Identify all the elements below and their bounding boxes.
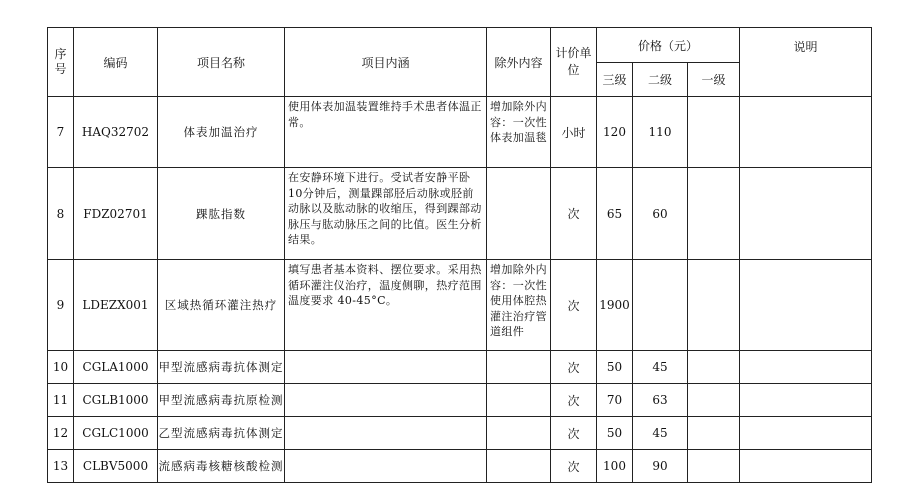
header-unit: 计价单位: [551, 28, 597, 97]
cell-unit: 小时: [551, 97, 597, 168]
cell-content: 在安静环境下进行。受试者安静平卧10分钟后，测量踝部胫后动脉或胫前动脉以及肱动脉的收缩压，得到踝部动脉压与肱动脉压之间的比值。医生分析结果。: [285, 168, 487, 260]
cell-seq: 10: [48, 351, 74, 384]
cell-name: 体表加温治疗: [158, 97, 285, 168]
cell-code: FDZ02701: [74, 168, 158, 260]
header-level1: 一级: [688, 63, 740, 97]
cell-level2: 45: [633, 417, 688, 450]
cell-level1: [688, 351, 740, 384]
cell-level2: 90: [633, 450, 688, 483]
cell-excluded: 增加除外内容：一次性体表加温毯: [487, 97, 551, 168]
cell-note: [740, 260, 872, 351]
header-level2: 二级: [633, 63, 688, 97]
table-row: [48, 351, 872, 384]
cell-note: [740, 351, 872, 384]
cell-level2: 45: [633, 351, 688, 384]
header-price-group: 价格（元）: [597, 28, 740, 63]
cell-level1: [688, 260, 740, 351]
cell-content: [285, 351, 487, 384]
cell-name: 甲型流感病毒抗体测定: [158, 351, 285, 384]
cell-note: [740, 97, 872, 168]
cell-level3: 70: [597, 384, 633, 417]
cell-code: CLBV5000: [74, 450, 158, 483]
cell-excluded: [487, 450, 551, 483]
cell-level1: [688, 168, 740, 260]
table-row: [48, 417, 872, 450]
price-table: [47, 27, 872, 483]
cell-seq: 9: [48, 260, 74, 351]
header-level3: 三级: [597, 63, 633, 97]
cell-content: 填写患者基本资料、摆位要求。采用热循环灌注仪治疗，温度侧聊，热疗范围温度要求 40-45°C。: [285, 260, 487, 351]
cell-unit: 次: [551, 384, 597, 417]
cell-level3: 50: [597, 417, 633, 450]
cell-level3: 65: [597, 168, 633, 260]
cell-code: CGLB1000: [74, 384, 158, 417]
cell-level1: [688, 97, 740, 168]
cell-unit: 次: [551, 417, 597, 450]
cell-seq: 8: [48, 168, 74, 260]
cell-seq: 11: [48, 384, 74, 417]
header-code: 编码: [74, 28, 158, 97]
header-name: 项目名称: [158, 28, 285, 97]
cell-excluded: [487, 417, 551, 450]
header-content: 项目内涵: [285, 28, 487, 97]
cell-level3: 100: [597, 450, 633, 483]
cell-name: 踝肱指数: [158, 168, 285, 260]
cell-level3: 120: [597, 97, 633, 168]
cell-level2: 110: [633, 97, 688, 168]
cell-level2: 63: [633, 384, 688, 417]
cell-name: 甲型流感病毒抗原检测: [158, 384, 285, 417]
cell-name: 乙型流感病毒抗体测定: [158, 417, 285, 450]
cell-unit: 次: [551, 168, 597, 260]
cell-content: 使用体表加温装置维持手术患者体温正常。: [285, 97, 487, 168]
cell-level1: [688, 384, 740, 417]
cell-seq: 12: [48, 417, 74, 450]
table-row: [48, 168, 872, 260]
header-seq: 序号: [48, 28, 74, 97]
cell-excluded: [487, 351, 551, 384]
cell-code: CGLA1000: [74, 351, 158, 384]
cell-note: [740, 384, 872, 417]
cell-code: HAQ32702: [74, 97, 158, 168]
cell-seq: 7: [48, 97, 74, 168]
cell-content: [285, 417, 487, 450]
cell-excluded: [487, 168, 551, 260]
cell-level2: [633, 260, 688, 351]
cell-unit: 次: [551, 450, 597, 483]
cell-content: [285, 384, 487, 417]
cell-name: 流感病毒核糖核酸检测: [158, 450, 285, 483]
header-note: 说明: [740, 28, 872, 97]
cell-level3: 50: [597, 351, 633, 384]
cell-excluded: [487, 384, 551, 417]
cell-note: [740, 168, 872, 260]
table-row: [48, 97, 872, 168]
cell-excluded: 增加除外内容：一次性使用体腔热灌注治疗管道组件: [487, 260, 551, 351]
cell-level1: [688, 417, 740, 450]
cell-code: LDEZX001: [74, 260, 158, 351]
cell-code: CGLC1000: [74, 417, 158, 450]
cell-seq: 13: [48, 450, 74, 483]
cell-level3: 1900: [597, 260, 633, 351]
cell-note: [740, 450, 872, 483]
cell-level1: [688, 450, 740, 483]
header-excluded: 除外内容: [487, 28, 551, 97]
table-row: [48, 260, 872, 351]
cell-unit: 次: [551, 260, 597, 351]
cell-unit: 次: [551, 351, 597, 384]
cell-level2: 60: [633, 168, 688, 260]
cell-name: 区域热循环灌注热疗: [158, 260, 285, 351]
cell-content: [285, 450, 487, 483]
table-row: [48, 384, 872, 417]
table-row: [48, 450, 872, 483]
cell-note: [740, 417, 872, 450]
